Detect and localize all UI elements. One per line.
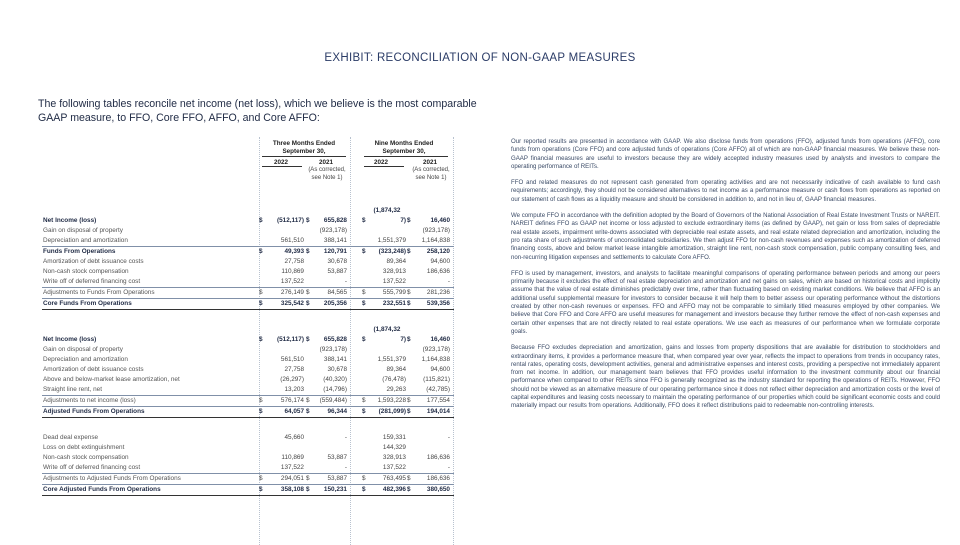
dollar-sign: $ <box>407 408 411 415</box>
header-underline <box>364 166 404 167</box>
row-label: Core Adjusted Funds From Operations <box>43 486 161 493</box>
row-label: Dead deal expense <box>43 434 99 441</box>
header-three-months: Three Months Ended September 30, <box>272 140 336 155</box>
table-row <box>42 326 454 345</box>
table-row <box>42 355 454 365</box>
dollar-sign: $ <box>407 475 411 482</box>
row-label: Adjustments to Adjusted Funds From Operations <box>43 475 181 482</box>
header-underline <box>262 156 346 157</box>
extra-value: (1,874,32 <box>373 207 401 214</box>
cell-value: 96,344 <box>327 408 347 415</box>
cell-value: (512,117) <box>276 336 304 343</box>
table-row <box>42 287 454 298</box>
dollar-sign: $ <box>306 408 310 415</box>
dollar-sign: $ <box>407 486 411 493</box>
cell-value: 1,551,379 <box>377 356 406 363</box>
dollar-sign: $ <box>306 248 310 255</box>
cell-value: 328,913 <box>382 268 406 275</box>
cell-value: 186,636 <box>426 454 450 461</box>
row-label: Write off of deferred financing cost <box>43 278 141 285</box>
header-underline <box>262 166 302 167</box>
table-row <box>42 484 454 496</box>
cell-value: (26,297) <box>280 376 304 383</box>
cell-value: 186,636 <box>426 475 450 482</box>
extra-value: (1,874,32 <box>373 326 401 333</box>
cell-value: 137,522 <box>280 278 304 285</box>
table-row <box>42 433 454 443</box>
row-label: Non-cash stock compensation <box>43 268 129 275</box>
dollar-sign: $ <box>407 300 411 307</box>
cell-value: 561,510 <box>280 237 304 244</box>
cell-value: (559,484) <box>319 397 347 404</box>
dollar-sign: $ <box>362 336 366 343</box>
cell-value: (115,821) <box>423 376 450 383</box>
table-row <box>42 406 454 418</box>
cell-value: 763,495 <box>382 475 406 482</box>
dollar-sign: $ <box>306 336 310 343</box>
dollar-sign: $ <box>306 289 310 296</box>
table-row <box>42 375 454 385</box>
cell-value: (323,248) <box>378 248 406 255</box>
row-label: Net Income (loss) <box>43 336 97 343</box>
dollar-sign: $ <box>362 397 366 404</box>
cell-value: 380,650 <box>426 486 450 493</box>
cell-value: (42,785) <box>426 386 450 393</box>
dollar-sign: $ <box>362 248 366 255</box>
table-row <box>42 257 454 267</box>
table-row <box>42 226 454 236</box>
dollar-sign: $ <box>306 486 310 493</box>
table-row <box>42 207 454 226</box>
header-col-2022: 2022 <box>273 159 288 166</box>
table-row <box>42 473 454 484</box>
dollar-sign: $ <box>259 336 263 343</box>
row-label: Depreciation and amortization <box>43 356 128 363</box>
dollar-sign: $ <box>306 217 310 224</box>
cell-value: 1,551,379 <box>377 237 406 244</box>
cell-value: 45,660 <box>284 434 304 441</box>
narrative-paragraph: FFO is used by management, investors, and analysts to facilitate meaningful comparisons of operating performance between periods and among our peers primarily because it excludes the effect of real estate depreciation and amortization and net gains on sales, which are based on historical costs and implicitly assume that the value of real estate diminishes predictably over time, rather than fluctuating based on existing market conditions. We believe that AFFO is an additional useful supplemental measure for investors to consider because it will help them to better assess our operating performance without the distortions created by other non-cash revenues or expenses. FFO and AFFO may not be comparable to similarly titled measures employed by other companies. We believe that Core FFO and Core AFFO are useful measures for management and investors because they further remove the effect of non-cash expenses and certain other expenses that are not directly related to real estate operations. We use each as measures of our performance when we formulate corporate goals. <box>511 269 940 335</box>
cell-value: - <box>447 464 450 471</box>
cell-value: 328,913 <box>382 454 406 461</box>
dollar-sign: $ <box>407 336 411 343</box>
cell-value: 30,678 <box>327 366 347 373</box>
row-label: Core Funds From Operations <box>43 300 132 307</box>
cell-value: 7) <box>400 336 406 343</box>
cell-value: 27,758 <box>284 258 304 265</box>
cell-value: 150,231 <box>323 486 347 493</box>
table-row <box>42 365 454 375</box>
cell-value: 576,174 <box>280 397 304 404</box>
cell-value: 655,828 <box>323 336 347 343</box>
cell-value: 7) <box>400 217 406 224</box>
table-row <box>42 443 454 453</box>
cell-value: 177,554 <box>426 397 450 404</box>
cell-value: 159,331 <box>382 434 406 441</box>
row-label: Adjusted Funds From Operations <box>43 408 145 415</box>
dollar-sign: $ <box>259 300 263 307</box>
dollar-sign: $ <box>407 289 411 296</box>
cell-value: 120,791 <box>323 248 347 255</box>
cell-value: 539,356 <box>426 300 450 307</box>
cell-value: (40,320) <box>323 376 347 383</box>
row-label: Above and below-market lease amortization, net <box>43 376 180 383</box>
cell-value: 16,460 <box>430 217 450 224</box>
cell-value: 13,203 <box>284 386 304 393</box>
table-row <box>42 267 454 277</box>
row-label: Gain on disposal of property <box>43 346 123 353</box>
cell-value: 53,887 <box>327 268 347 275</box>
cell-value: - <box>447 278 450 285</box>
cell-value: 388,141 <box>323 237 347 244</box>
cell-value: 276,149 <box>280 289 304 296</box>
narrative <box>511 138 940 419</box>
cell-value: - <box>344 278 347 285</box>
cell-value: 89,364 <box>386 366 406 373</box>
cell-value: (923,178) <box>422 346 450 353</box>
cell-value: 1,164,838 <box>421 356 450 363</box>
cell-value: - <box>344 464 347 471</box>
header-col-2021: 2021 <box>422 159 437 166</box>
cell-value: 110,869 <box>281 268 304 275</box>
cell-value: 655,828 <box>323 217 347 224</box>
table-row <box>42 453 454 463</box>
cell-value: - <box>344 434 347 441</box>
row-label: Adjustments to Funds From Operations <box>43 289 155 296</box>
row-label: Funds From Operations <box>43 248 116 255</box>
cell-value: 49,393 <box>284 248 304 255</box>
table-row <box>42 277 454 287</box>
table-row <box>42 345 454 355</box>
intro-text: The following tables reconcile net income (net loss), which we believe is the most comparable GAAP measure, to FFO, Core FFO, AFFO, and Core AFFO: <box>38 98 477 124</box>
dollar-sign: $ <box>362 486 366 493</box>
cell-value: 358,108 <box>280 486 304 493</box>
cell-value: 205,356 <box>323 300 347 307</box>
table-row <box>42 463 454 473</box>
cell-value: (923,178) <box>319 346 347 353</box>
cell-value: (512,117) <box>276 217 304 224</box>
dollar-sign: $ <box>407 217 411 224</box>
narrative-paragraph: We compute FFO in accordance with the definition adopted by the Board of Governors of the National Association of Real Estate Investment Trusts or NAREIT. NAREIT defines FFO as GAAP net income or loss adjusted to exclude extraordinary items (as defined by GAAP), net gain or loss from sales of depreciable real estate assets, impairment write-downs associated with depreciable real estate assets, and real estate related depreciation and amortization, including the pro rata share of such adjustments of unconsolidated subsidiaries. We then adjust FFO for non-cash revenues and expenses such as amortization of deferred financing costs, above and below market lease intangible amortization, straight line rent, non-cash stock compensation, public company consulting fees, and non-recurring litigation expenses and settlements to calculate Core AFFO. <box>511 212 940 261</box>
dollar-sign: $ <box>362 289 366 296</box>
cell-value: 29,263 <box>386 386 406 393</box>
cell-value: 388,141 <box>323 356 347 363</box>
core-affo-table <box>42 433 454 496</box>
dollar-sign: $ <box>259 486 263 493</box>
cell-value: 137,522 <box>280 464 304 471</box>
dollar-sign: $ <box>362 217 366 224</box>
cell-value: 53,887 <box>327 475 347 482</box>
cell-value: 16,460 <box>430 336 450 343</box>
cell-value: (923,178) <box>422 227 450 234</box>
row-label: Write off of deferred financing cost <box>43 464 141 471</box>
row-label: Amortization of debt issuance costs <box>43 258 144 265</box>
dollar-sign: $ <box>259 408 263 415</box>
header-col-2021-note: (As corrected, see Note 1) <box>308 167 346 181</box>
dollar-sign: $ <box>306 475 310 482</box>
cell-value: 110,869 <box>281 454 304 461</box>
cell-value: 137,522 <box>382 278 406 285</box>
cell-value: 482,396 <box>382 486 406 493</box>
cell-value: - <box>447 434 450 441</box>
row-label: Loss on debt extinguishment <box>43 444 125 451</box>
dollar-sign: $ <box>407 397 411 404</box>
dollar-sign: $ <box>259 289 263 296</box>
row-label: Depreciation and amortization <box>43 237 128 244</box>
dollar-sign: $ <box>259 397 263 404</box>
dollar-sign: $ <box>259 248 263 255</box>
cell-value: (923,178) <box>319 227 347 234</box>
header-col-2021-note: (As corrected, see Note 1) <box>412 167 450 181</box>
cell-value: 561,510 <box>280 356 304 363</box>
cell-value: (76,478) <box>382 376 406 383</box>
header-col-2022: 2022 <box>373 159 388 166</box>
cell-value: 325,542 <box>280 300 304 307</box>
row-label: Amortization of debt issuance costs <box>43 366 144 373</box>
row-label: Non-cash stock compensation <box>43 454 129 461</box>
row-label: Adjustments to net income (loss) <box>43 397 136 404</box>
table-row <box>42 385 454 395</box>
cell-value: 27,758 <box>284 366 304 373</box>
table-row <box>42 236 454 246</box>
cell-value: 89,364 <box>386 258 406 265</box>
ffo-table <box>42 207 454 310</box>
cell-value: (281,099) <box>378 408 406 415</box>
cell-value: 294,051 <box>280 475 304 482</box>
cell-value: 84,565 <box>327 289 347 296</box>
cell-value: 53,887 <box>327 454 347 461</box>
cell-value: 1,164,838 <box>421 237 450 244</box>
table-header <box>42 137 454 203</box>
narrative-paragraph: Our reported results are presented in accordance with GAAP. We also disclose funds from operations (FFO), adjusted funds from operations (AFFO), core funds from operations (Core FFO) and core adjusted funds of operations (Core AFFO) all of which are non-GAAP financial measures. We believe these non-GAAP financial measures are useful to investors because they are widely accepted industry measures used by analysts and investors to compare the operating performance of REITs. <box>511 138 940 170</box>
dollar-sign: $ <box>407 248 411 255</box>
table-row <box>42 246 454 257</box>
row-label: Straight line rent, net <box>43 386 102 393</box>
narrative-paragraph: Because FFO excludes depreciation and amortization, gains and losses from property dispositions that are available for distribution to stockholders and extraordinary items, it provides a performance measure that, when compared year over year, reflects the impact to operations from trends in occupancy rates, rental rates, operating costs, development activities, general and administrative expenses and interest costs, providing a perspective not immediately apparent from net income. In addition, our management team believes that FFO provides useful information to the investment community about our financial performance when compared to other REITs since FFO is generally recognized as the industry standard for reporting the operations of REITs. However, FFO should not be viewed as an alternative measure of our operating performance since it does not reflect either depreciation and amortization costs or the level of capital expenditures and leasing costs necessary to maintain the operating performance of our properties which could be significant economic costs and could materially impact our results from operations. Additionally, FFO does it reflect distributions paid to redeemable non-controlling interests. <box>511 344 940 410</box>
table-row <box>42 395 454 406</box>
header-nine-months: Nine Months Ended September 30, <box>374 140 434 155</box>
cell-value: 258,120 <box>426 248 450 255</box>
cell-value: (14,796) <box>323 386 347 393</box>
cell-value: 94,600 <box>430 258 450 265</box>
dollar-sign: $ <box>259 217 263 224</box>
dollar-sign: $ <box>362 475 366 482</box>
table-row <box>42 298 454 310</box>
narrative-paragraph: FFO and related measures do not represent cash generated from operating activities and are not necessarily indicative of cash available to fund cash requirements; accordingly, they should not be considered alternatives to net income as a performance measure or cash flows from operations as reported on our statement of cash flows as a liquidity measure and should be considered in addition to, and not in lieu of, GAAP financial measures. <box>511 179 940 203</box>
cell-value: 194,014 <box>426 408 450 415</box>
row-label: Net Income (loss) <box>43 217 97 224</box>
dollar-sign: $ <box>306 397 310 404</box>
row-label: Gain on disposal of property <box>43 227 123 234</box>
cell-value: 137,522 <box>382 464 406 471</box>
dollar-sign: $ <box>259 475 263 482</box>
cell-value: 64,057 <box>284 408 304 415</box>
header-col-2021: 2021 <box>318 159 333 166</box>
cell-value: 186,636 <box>426 268 450 275</box>
dollar-sign: $ <box>362 408 366 415</box>
dollar-sign: $ <box>362 300 366 307</box>
cell-value: 94,600 <box>430 366 450 373</box>
cell-value: 144,329 <box>382 444 406 451</box>
header-underline <box>364 156 448 157</box>
cell-value: 555,799 <box>382 289 406 296</box>
cell-value: 281,236 <box>426 289 450 296</box>
cell-value: 30,678 <box>327 258 347 265</box>
affo-table <box>42 326 454 418</box>
dollar-sign: $ <box>306 300 310 307</box>
cell-value: 232,551 <box>382 300 406 307</box>
page-title: EXHIBIT: RECONCILIATION OF NON-GAAP MEASURES <box>324 52 636 64</box>
cell-value: 1,593,228 <box>377 397 406 404</box>
